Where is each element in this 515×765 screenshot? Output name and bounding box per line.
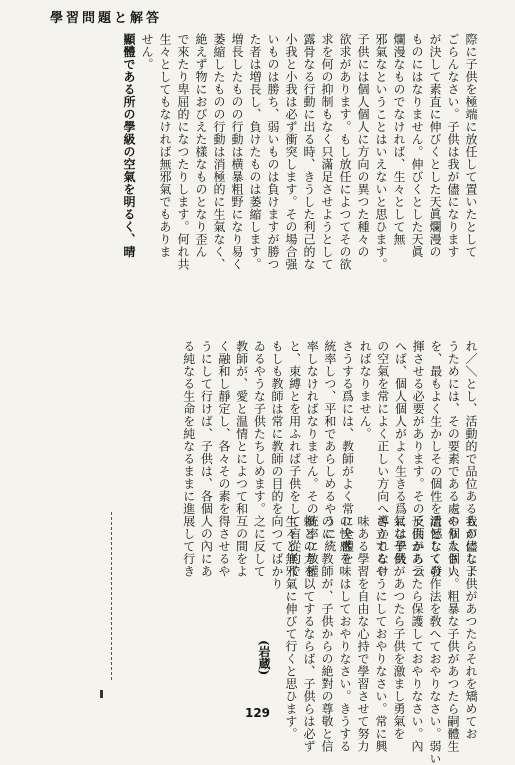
text-column: 露骨なる行動に出る時、きうした利己的な [302, 33, 316, 271]
text-column: 萎縮したものの行動は消極的に生氣なく、 [212, 33, 226, 271]
text-column: の空氣を常によく正しい方向へ導かれなけ [375, 340, 390, 578]
text-column: うためには、その要素である處の個人個人 [446, 340, 461, 578]
margin-mark [100, 690, 103, 698]
text-column: 邪氣なということはいえないと思ひます。 [374, 33, 388, 271]
top-text-block [40, 33, 480, 353]
author-signature: (岩蔵) [257, 640, 271, 676]
text-column: いものは勝ち、弱いものは負けますが勝つ [266, 33, 280, 271]
text-column: の快感を味はしておやりなさい。きうする [338, 515, 352, 753]
text-column: 求を何の抑制もなく只滿足させようとして [320, 33, 334, 271]
text-column: く融和し靜定し、各々その素を得させるや [217, 340, 232, 578]
text-column: ればなりません。 [358, 340, 373, 440]
text-column: 顯體である所の學級の空氣を明るく、晴 [122, 33, 136, 258]
text-column: 生々と無邪氣に伸びて行くと思ひます。 [284, 515, 298, 740]
text-column: 統率しつ、平和であらしめるやうに統 [322, 340, 337, 553]
text-column: 頼との力を以てするならば、子供らは必ず [302, 515, 316, 753]
text-column: れ／＼とし、活動的で品位あるものにしよ [464, 340, 478, 578]
text-column: 子供には個人個人に方向の異つた種々の [356, 33, 370, 258]
page-header: 學習問題と解答 [50, 11, 163, 26]
text-column: 教師が、愛と温情とによつて和互の間をよ [234, 340, 249, 578]
text-column: 爛漫なものでなければ、生々として無 [392, 33, 406, 246]
text-column: せん。 [140, 33, 154, 71]
text-column: うにして行けば、子供は、各個人の內にあ [199, 340, 214, 578]
text-column: 率しなければなりません。その統率に教權 [305, 340, 320, 578]
bottom-text-block [240, 515, 480, 765]
text-column: ものにはなりません。伸びくとした天眞 [410, 33, 424, 258]
text-column: 活としての作法を敎へておやりなさい。弱い [428, 515, 442, 765]
text-column: へば、個人個人がよく生きる爲には學級 [393, 340, 408, 565]
text-column: ゐるやうな子供たちしめます。之に反して [252, 340, 267, 578]
text-column: が決して素直に伸びくとした天眞爛漫の [428, 33, 442, 258]
page-number: 129 [244, 706, 271, 720]
text-column: 生々としてもなければ無邪氣でもありま [158, 33, 172, 258]
text-column: 絶えず物におびえた樣なものとなり歪ん [194, 33, 208, 258]
text-column: 増長したものの行動は横暴粗野になり易く [230, 33, 244, 271]
text-column: 味ある學習を自由な心持で學習させて努力 [356, 515, 370, 753]
text-column: と、束縛とを用ふれば子供をして盲從的で [287, 340, 302, 578]
text-column: さ立てるやうにしておやりなさい。常に興 [374, 515, 388, 753]
text-column: ごらんなさい。子供は我が儘になります [446, 33, 460, 258]
text-column: さうする爲には、教師がよく常に全體を [340, 340, 355, 565]
text-column: 氣な子供があつたら子供を激まし勇氣を [392, 515, 406, 740]
dashed-separator [111, 512, 112, 682]
text-column: 際に子供を極端に放任して置いたとして [464, 33, 478, 258]
text-column: で來たり卑屈的になつたりします。何れ共 [176, 33, 190, 271]
text-column: 小我と小我は必ず衝突します。その場合强 [284, 33, 298, 271]
text-column: 欲求があります。もし放任によつてその欲 [338, 33, 352, 271]
text-column: る純なる生命を純なるままに進展して行き [181, 340, 196, 578]
text-column: のに、教師が、子供からの絶對の尊敬と信 [320, 515, 334, 753]
text-column: を、最もよく生かしその個性を遺憾なく發 [428, 340, 443, 578]
text-column: 子供があつたら保護しておやりなさい。內 [410, 515, 424, 753]
text-column: た者は増長し、負けたものは萎縮します。 [248, 33, 262, 271]
text-column: やりなさい。粗暴な子供があつたら嗣體生 [446, 515, 460, 753]
text-column: もしも教師は常に教師の目的を向つてばかり [269, 340, 284, 590]
text-column: 我が儘な子供があつたらそれを矯めてお [464, 515, 478, 740]
text-column: 揮させる必要があります。その反面から云 [411, 340, 426, 578]
